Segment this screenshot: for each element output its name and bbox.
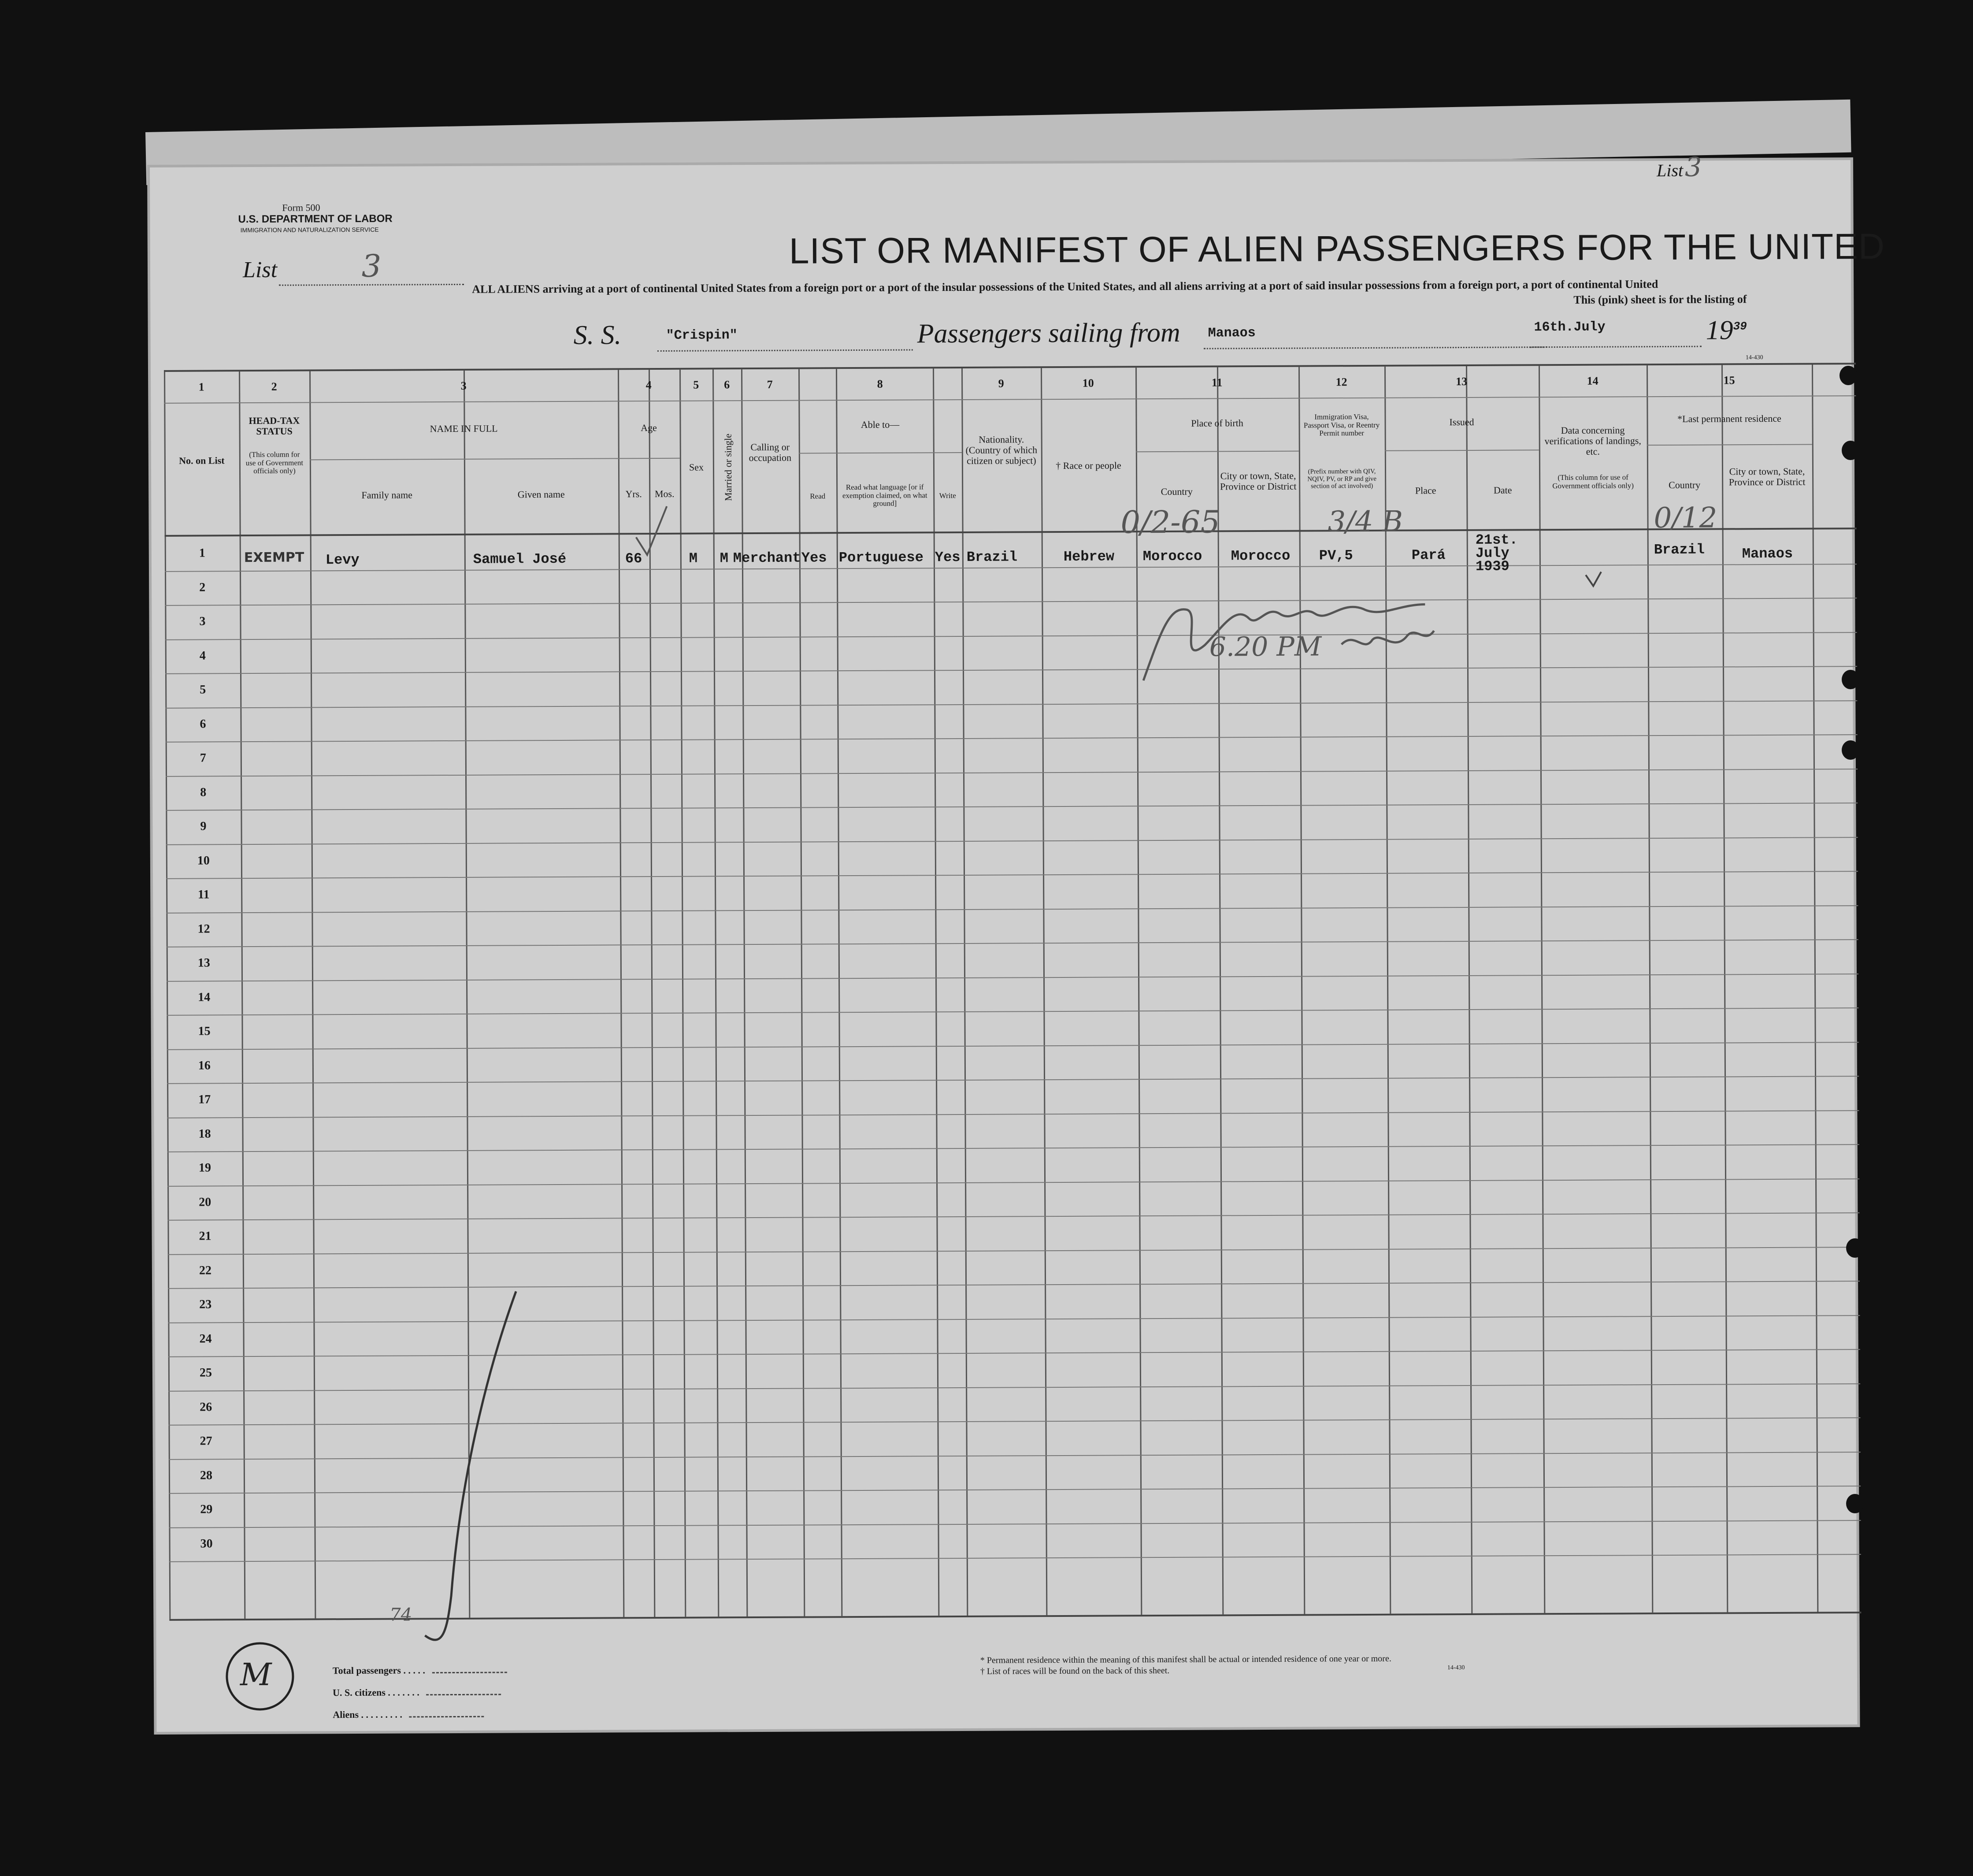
header-name-in-full: NAME IN FULL: [430, 423, 498, 435]
row-number: 1: [199, 546, 205, 560]
cell-birth-city: Morocco: [1231, 547, 1291, 565]
list-number: 3: [361, 248, 382, 284]
form-number: Form 500: [282, 202, 320, 213]
header-issued: Issued: [1449, 416, 1474, 428]
handwritten-total: 74: [389, 1605, 412, 1625]
port-name: Manaos: [1208, 326, 1256, 341]
row-line: [167, 1144, 1859, 1152]
col-num-5: 5: [693, 378, 699, 391]
row-line: [165, 666, 1857, 674]
row-number: 5: [200, 683, 206, 697]
row-number: 9: [200, 819, 207, 833]
header-head-tax: HEAD-TAX STATUS: [248, 415, 300, 437]
cell-married: M: [719, 550, 729, 567]
row-line: [166, 769, 1858, 777]
row-number: 8: [200, 785, 207, 799]
us-citizens-label: U. S. citizens: [333, 1687, 386, 1698]
header-visa-note: (Prefix number with QIV, NQIV, PV, or RP and give section of act involved): [1307, 468, 1377, 490]
row-line: [167, 1212, 1859, 1221]
col-num-8: 8: [877, 377, 883, 390]
row-number: 18: [198, 1126, 211, 1141]
date-line: [1530, 346, 1702, 348]
cell-occupation: Merchant: [733, 550, 801, 567]
header-verifications-note: (This column for use of Government officials only): [1552, 473, 1634, 490]
handwritten-code-2: 3/4 B: [1328, 505, 1403, 539]
row-number: 10: [197, 853, 210, 868]
manifest-table: [164, 363, 1861, 1625]
row-line: [168, 1247, 1860, 1255]
service-name: IMMIGRATION AND NATURALIZATION SERVICE: [240, 226, 379, 234]
header-birth-city: City or town, State, Province or District: [1220, 470, 1297, 492]
col-num-4: 4: [645, 379, 652, 392]
col-num-14: 14: [1587, 374, 1598, 387]
cell-issued-place: Pará: [1411, 547, 1446, 564]
cell-read: Yes: [801, 550, 827, 566]
row-number: 11: [197, 888, 210, 902]
subtitle-line-2: This (pink) sheet is for the listing of: [1573, 293, 1747, 306]
header-sex: Sex: [689, 461, 704, 473]
list-corner-number: 3: [1684, 152, 1702, 183]
year-field: [1706, 315, 1747, 346]
row-number: 16: [198, 1058, 211, 1073]
col-num-9: 9: [998, 377, 1004, 390]
cell-given-name: Samuel José: [473, 550, 567, 568]
footer-us-citizens: U. S. citizens . . . . . . .: [333, 1687, 501, 1699]
row-line: [166, 802, 1858, 811]
row-number: 28: [200, 1468, 213, 1482]
col-num-13: 13: [1456, 375, 1468, 388]
header-head-tax-note: (This column for use of Government officials only): [245, 450, 304, 476]
header-calling: Calling or occupation: [749, 441, 792, 464]
header-res-city: City or town, State, Province or District: [1728, 465, 1806, 488]
row-line: [165, 632, 1857, 640]
binder-hole: [1839, 366, 1857, 385]
subtitle-line-1: ALL ALIENS arriving at a port of continental United States from a foreign port or a port of the insular possessions of the United States, and all aliens arriving at a port of said insular possessions from a foreign port, a port of continental United: [472, 278, 1658, 296]
col-num-3: 3: [460, 379, 467, 392]
header-mos: Mos.: [654, 488, 675, 500]
col-num-12: 12: [1335, 375, 1347, 389]
footer-aliens: Aliens . . . . . . . . .: [333, 1709, 484, 1720]
col-num-2: 2: [271, 380, 277, 393]
col-num-15: 15: [1723, 374, 1735, 387]
row-line: [167, 939, 1858, 947]
header-form-code: 14-430: [1745, 354, 1763, 361]
row-line: [165, 700, 1857, 709]
circled-letter: M: [240, 1656, 272, 1693]
handwritten-code-1: 0/2-65: [1120, 504, 1220, 541]
row-number: 14: [198, 990, 211, 1004]
year-suffix: 39: [1733, 319, 1747, 333]
cell-age-yrs: 66: [625, 550, 642, 567]
header-issued-date: Date: [1493, 484, 1512, 496]
binder-hole: [1842, 441, 1859, 460]
year-prefix: 19: [1706, 315, 1733, 345]
cell-visa: PV,5: [1319, 547, 1353, 564]
cell-issued-date-month: July: [1475, 545, 1509, 561]
cell-race: Hebrew: [1063, 548, 1115, 565]
manifest-sheet: [150, 152, 1885, 1732]
header-able-to: Able to—: [860, 419, 900, 430]
row-number: 24: [199, 1331, 212, 1346]
col-num-1: 1: [198, 380, 204, 394]
header-read-language: Read what language [or if exemption claimed, on what ground]: [842, 483, 927, 508]
row-line: [167, 1042, 1859, 1050]
row-line: [166, 871, 1858, 879]
cell-write: Yes: [935, 549, 961, 566]
department-name: U.S. DEPARTMENT OF LABOR: [238, 212, 393, 226]
row-line: [166, 837, 1858, 845]
list-corner-label: List: [1656, 160, 1684, 181]
cell-family-name: Levy: [325, 551, 360, 568]
ship-line: [574, 319, 622, 351]
header-res-country: Country: [1669, 479, 1701, 490]
header-read: Read: [810, 492, 826, 501]
cell-res-country: Brazil: [1654, 541, 1705, 558]
row-line: [167, 1110, 1859, 1118]
check-mark-icon: [631, 502, 671, 559]
verification-check-icon: [1584, 568, 1606, 591]
list-field: [243, 248, 464, 286]
list-label: List: [242, 257, 278, 283]
ship-name: "Crispin": [666, 328, 738, 343]
header-verifications: Data concerning verifications of landings, etc.: [1544, 424, 1641, 457]
footnote-residence: * Permanent residence within the meaning of this manifest shall be actual or intended residence of one year or more.: [980, 1653, 1391, 1665]
cell-res-city: Manaos: [1742, 545, 1793, 562]
header-family-name: Family name: [361, 489, 413, 501]
col-num-11: 11: [1211, 376, 1223, 389]
ship-name-line: [657, 349, 913, 352]
list-corner: [1657, 152, 1702, 183]
row-number: 3: [199, 614, 206, 628]
cell-head-tax: EXEMPT: [244, 550, 304, 566]
cell-sex: M: [689, 550, 698, 567]
col-num-10: 10: [1082, 376, 1094, 390]
sailing-date: 16th.July: [1534, 319, 1606, 335]
row-number: 7: [200, 751, 206, 765]
header-race: † Race or people: [1056, 460, 1121, 472]
header-given-name: Given name: [517, 488, 565, 500]
row-number: 12: [197, 921, 210, 936]
total-pen-stroke: [415, 1287, 527, 1657]
col-num-7: 7: [767, 378, 773, 391]
footer-form-code: 14-430: [1447, 1664, 1465, 1672]
footnote-races: † List of races will be found on the back of this sheet.: [980, 1665, 1170, 1676]
row-number: 21: [199, 1229, 211, 1243]
header-write: Write: [939, 491, 956, 500]
aliens-label: Aliens: [333, 1709, 359, 1720]
ss-label: S. S.: [573, 320, 622, 350]
header-age: Age: [641, 422, 657, 434]
cell-nationality: Brazil: [966, 549, 1018, 565]
sailing-label: Passengers sailing from: [917, 317, 1180, 349]
row-line: [167, 1178, 1859, 1187]
row-number: 23: [199, 1297, 212, 1311]
row-number: 29: [200, 1502, 213, 1516]
row-number: 4: [199, 648, 206, 663]
row-number: 22: [199, 1263, 211, 1278]
row-line: [167, 1076, 1859, 1084]
row-number: 20: [199, 1195, 211, 1209]
cell-issued-date: [1476, 533, 1518, 573]
row-number: 19: [198, 1161, 211, 1175]
row-number: 17: [198, 1092, 211, 1107]
row-number: 27: [200, 1434, 212, 1448]
header-yrs: Yrs.: [625, 488, 642, 500]
header-nationality: Nationality. (Country of which citizen or subject): [965, 434, 1038, 467]
cell-issued-date-day: 21st.: [1475, 531, 1518, 548]
row-line: [165, 598, 1857, 606]
row-number: 13: [197, 956, 210, 970]
cell-birth-country: Morocco: [1142, 548, 1202, 565]
header-last-residence: *Last permanent residence: [1677, 412, 1781, 424]
header-married: Married or single: [722, 433, 734, 501]
total-passengers-label: Total passengers: [332, 1664, 401, 1676]
binder-hole: [1842, 670, 1859, 689]
binder-hole: [1842, 740, 1859, 760]
row-number: 26: [200, 1400, 212, 1414]
footer-total-passengers: Total passengers . . . . .: [333, 1664, 507, 1676]
header-place-of-birth: Place of birth: [1191, 417, 1243, 429]
header-issued-place: Place: [1415, 485, 1436, 496]
header-visa: Immigration Visa, Passport Visa, or Reentry Permit number: [1303, 412, 1380, 438]
page-title: LIST OR MANIFEST OF ALIEN PASSENGERS FOR THE UNITED: [789, 226, 1885, 271]
row-number: 6: [200, 717, 206, 731]
handwritten-code-3: 0/12: [1654, 502, 1717, 535]
row-number: 25: [199, 1366, 212, 1380]
header-no-on-list: No. on List: [179, 455, 225, 466]
row-line: [166, 734, 1858, 743]
col-num-6: 6: [724, 378, 730, 391]
row-line: [167, 973, 1858, 982]
row-line: [166, 905, 1858, 914]
handwritten-time: 6.20 PM: [1209, 631, 1322, 663]
header-birth-country: Country: [1161, 486, 1193, 497]
handwritten-signature: [1134, 578, 1443, 694]
port-line: [1204, 346, 1547, 349]
row-number: 30: [200, 1536, 213, 1551]
cell-issued-date-year: 1939: [1475, 558, 1509, 575]
row-line: [167, 1007, 1858, 1016]
binder-hole: [1846, 1238, 1864, 1258]
row-number: 2: [199, 580, 206, 594]
cell-language: Portuguese: [838, 549, 923, 566]
row-number: 15: [198, 1024, 211, 1038]
binder-hole: [1846, 1494, 1864, 1513]
